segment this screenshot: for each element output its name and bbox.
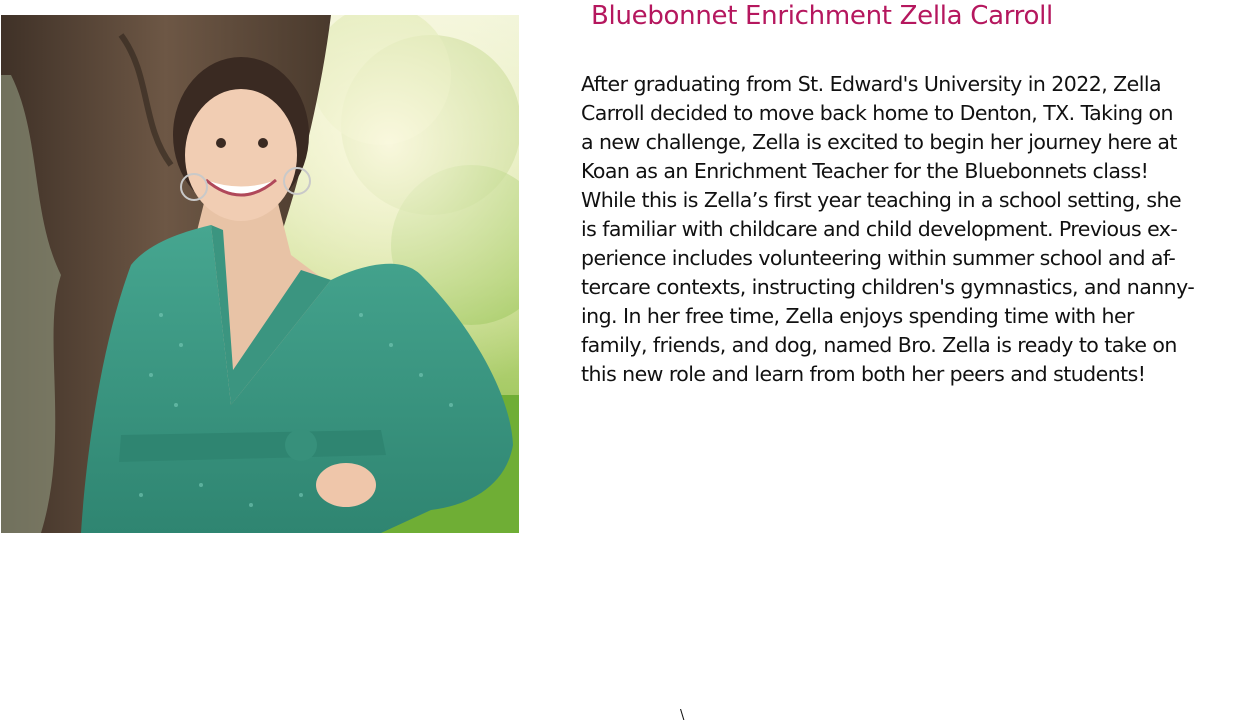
- bio-line: tercare contexts, instructing children's gymnastics, and nanny-: [581, 275, 1195, 299]
- teacher-photo: [1, 15, 519, 533]
- bio-line: Carroll decided to move back home to Denton, TX. Taking on: [581, 101, 1173, 125]
- bio-line: is familiar with childcare and child development. Previous ex-: [581, 217, 1178, 241]
- bio-line: Koan as an Enrichment Teacher for the Bluebonnets class!: [581, 159, 1149, 183]
- bio-line: family, friends, and dog, named Bro. Zella is ready to take on: [581, 333, 1177, 357]
- page-title: Bluebonnet Enrichment Zella Carroll: [591, 1, 1053, 31]
- bio-paragraph: [581, 70, 1243, 389]
- bio-line: a new challenge, Zella is excited to begin her journey here at: [581, 130, 1177, 154]
- bio-line: After graduating from St. Edward's University in 2022, Zella: [581, 72, 1162, 96]
- footer-mark: \: [680, 708, 685, 723]
- bio-line: While this is Zella’s first year teaching in a school setting, she: [581, 188, 1182, 212]
- bio-line: this new role and learn from both her peers and students!: [581, 362, 1146, 386]
- bio-line: ing. In her free time, Zella enjoys spending time with her: [581, 304, 1134, 328]
- bio-line: perience includes volunteering within summer school and af-: [581, 246, 1176, 270]
